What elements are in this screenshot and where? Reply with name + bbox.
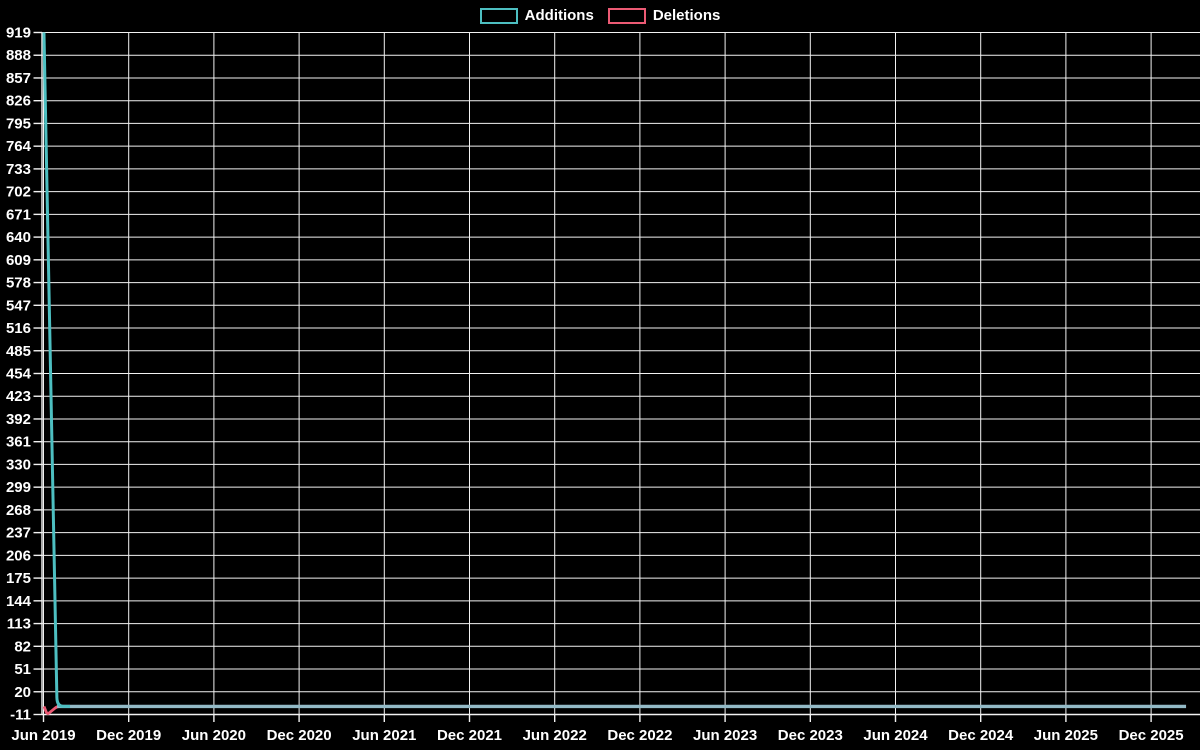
y-tick-label: 175 [5, 570, 31, 588]
y-tick-label: 82 [14, 638, 31, 656]
y-tick-label: 268 [5, 501, 31, 519]
x-tick-label: Jun 2025 [1033, 727, 1099, 744]
x-tick-label: Dec 2019 [96, 727, 162, 744]
y-tick-label: 485 [5, 342, 31, 360]
y-tick-label: 702 [5, 183, 31, 201]
y-tick-label: 609 [5, 251, 31, 269]
additions-line [44, 33, 70, 707]
x-tick-label: Jun 2021 [352, 727, 417, 744]
y-tick-label: 330 [5, 456, 31, 474]
y-tick-label: 20 [14, 683, 31, 701]
x-tick-label: Dec 2023 [777, 727, 843, 744]
y-tick-label: 826 [5, 92, 31, 110]
x-tick-label: Jun 2022 [522, 727, 587, 744]
y-tick-label: 516 [5, 320, 31, 338]
y-tick-label: 671 [5, 206, 31, 224]
y-tick-label: 857 [5, 69, 31, 87]
y-tick-label: 919 [5, 24, 31, 42]
y-tick-label: 113 [6, 615, 31, 633]
y-tick-label: 392 [5, 410, 31, 428]
x-tick-label: Jun 2019 [11, 727, 76, 744]
y-tick-label: -11 [10, 706, 31, 724]
additions-swatch-icon [480, 8, 518, 24]
y-tick-label: 51 [14, 661, 31, 679]
y-tick-label: 237 [5, 524, 31, 542]
y-tick-label: 640 [5, 229, 31, 247]
y-tick-label: 578 [5, 274, 31, 292]
y-tick-label: 361 [5, 433, 31, 451]
y-tick-label: 206 [5, 547, 31, 565]
deletions-swatch-icon [608, 8, 646, 24]
legend-item-deletions[interactable] [608, 7, 721, 25]
x-tick-label: Jun 2023 [692, 727, 758, 744]
y-tick-label: 795 [5, 115, 31, 133]
chart-legend [0, 7, 1200, 25]
y-tick-label: 764 [5, 138, 31, 156]
y-tick-label: 423 [5, 388, 31, 406]
x-tick-label: Jun 2020 [181, 727, 247, 744]
x-tick-label: Dec 2021 [436, 727, 503, 744]
legend-label-deletions: Deletions [652, 7, 721, 24]
y-tick-label: 547 [5, 297, 31, 315]
x-tick-label: Dec 2025 [1118, 727, 1184, 744]
x-tick-label: Dec 2020 [266, 727, 332, 744]
x-tick-label: Dec 2022 [607, 727, 673, 744]
x-tick-label: Dec 2024 [948, 727, 1014, 744]
y-tick-label: 733 [5, 160, 31, 178]
y-tick-label: 144 [5, 592, 31, 610]
y-tick-label: 299 [5, 479, 31, 497]
legend-label-additions: Additions [524, 7, 594, 24]
y-tick-label: 888 [5, 47, 31, 65]
legend-item-additions[interactable] [480, 7, 594, 25]
x-tick-label: Jun 2024 [863, 727, 928, 744]
y-tick-label: 454 [5, 365, 31, 383]
